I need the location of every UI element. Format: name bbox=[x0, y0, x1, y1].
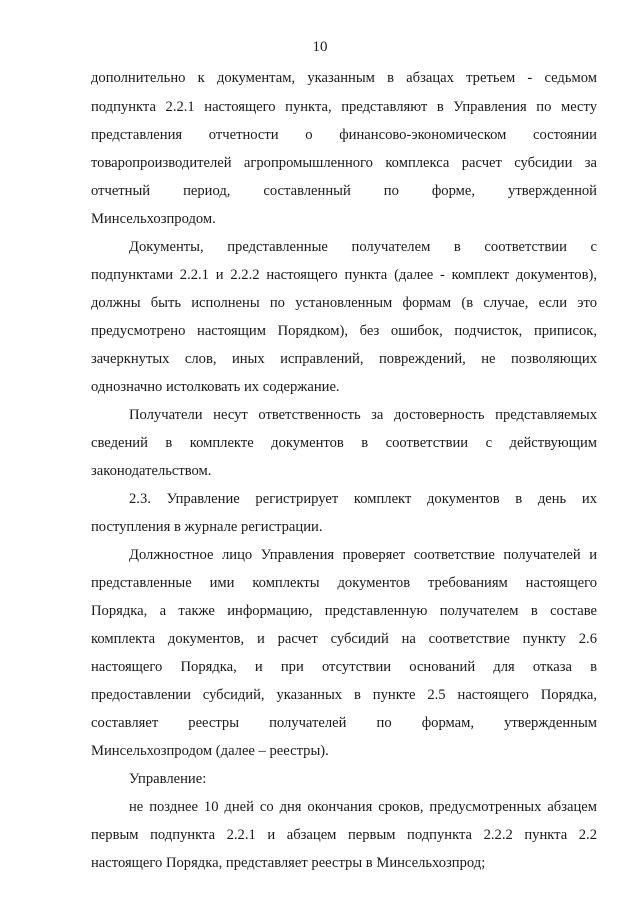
text-line: сведений в комплекте документов в соответствии с действующим bbox=[91, 435, 597, 451]
text-line: комплекта документов, и расчет субсидий на соответствие пункту 2.6 bbox=[91, 631, 597, 647]
text-line: дополнительно к документам, указанным в абзацах третьем - седьмом bbox=[91, 70, 597, 86]
text-line: зачеркнутых слов, иных исправлений, повреждений, не позволяющих bbox=[91, 351, 597, 367]
text-line: законодательством. bbox=[91, 463, 212, 479]
text-line: подпункта 2.2.1 настоящего пункта, представляют в Управления по месту bbox=[91, 99, 597, 115]
text-line: предоставлении субсидий, указанных в пункте 2.5 настоящего Порядка, bbox=[91, 687, 597, 703]
text-line: Минсельхозпродом (далее – реестры). bbox=[91, 743, 329, 759]
page-number: 10 bbox=[312, 39, 328, 55]
text-line: настоящего Порядка, и при отсутствии оснований для отказа в bbox=[91, 659, 597, 675]
text-line: первым подпункта 2.2.1 и абзацем первым подпункта 2.2.2 пункта 2.2 bbox=[91, 827, 597, 843]
text-line: должны быть исполнены по установленным формам (в случае, если это bbox=[91, 295, 597, 311]
paragraph-first-line: не позднее 10 дней со дня окончания сроков, предусмотренных абзацем bbox=[129, 799, 597, 815]
text-line: Минсельхозпродом. bbox=[91, 211, 216, 227]
paragraph-first-line: Должностное лицо Управления проверяет соответствие получателей и bbox=[129, 547, 597, 563]
text-line: отчетный период, составленный по форме, утвержденной bbox=[91, 183, 597, 199]
text-line: настоящего Порядка, представляет реестры в Минсельхозпрод; bbox=[91, 855, 486, 871]
text-line: Порядка, а также информацию, представленную получателем в составе bbox=[91, 603, 597, 619]
text-line: представленные ими комплекты документов требованиям настоящего bbox=[91, 575, 597, 591]
text-line: предусмотрено настоящим Порядком), без ошибок, подчисток, приписок, bbox=[91, 323, 597, 339]
paragraph-first-line: Документы, представленные получателем в соответствии с bbox=[129, 239, 597, 255]
text-line: однозначно истолковать их содержание. bbox=[91, 379, 340, 395]
text-line: поступления в журнале регистрации. bbox=[91, 519, 323, 535]
paragraph-first-line: 2.3. Управление регистрирует комплект документов в день их bbox=[129, 491, 597, 507]
text-line: подпунктами 2.2.1 и 2.2.2 настоящего пункта (далее - комплект документов), bbox=[91, 267, 597, 283]
paragraph-first-line: Управление: bbox=[129, 771, 207, 787]
text-line: товаропроизводителей агропромышленного комплекса расчет субсидии за bbox=[91, 155, 597, 171]
paragraph-first-line: Получатели несут ответственность за достоверность представляемых bbox=[129, 407, 597, 423]
text-line: представления отчетности о финансово-экономическом состоянии bbox=[91, 127, 597, 143]
text-line: составляет реестры получателей по формам, утвержденным bbox=[91, 715, 597, 731]
